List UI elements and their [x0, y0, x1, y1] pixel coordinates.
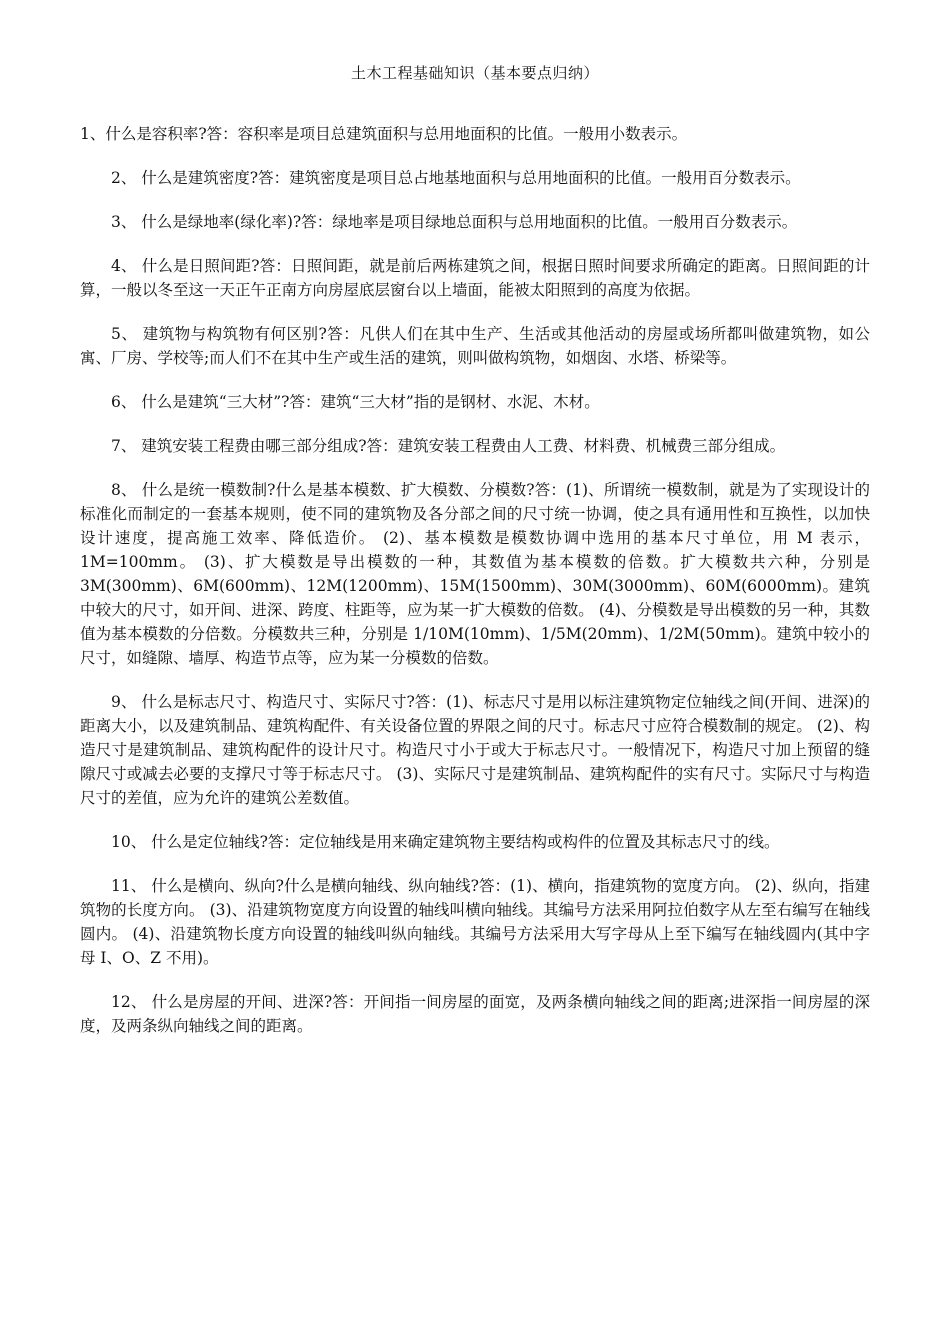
paragraph-6-three-materials: 6、 什么是建筑“三大材”?答：建筑“三大材”指的是钢材、水泥、木材。	[111, 393, 600, 411]
paragraph-10-axis-line: 10、 什么是定位轴线?答：定位轴线是用来确定建筑物主要结构或构件的位置及其标志尺寸的线。	[111, 833, 780, 851]
document-body	[80, 122, 870, 1058]
paragraph-12-bay-depth: 12、 什么是房屋的开间、进深?答：开间指一间房屋的面宽，及两条横向轴线之间的距离;进深指一间房屋的深度，及两条纵向轴线之间的距离。	[80, 993, 870, 1035]
paragraph-11-axis-directions: 11、 什么是横向、纵向?什么是横向轴线、纵向轴线?答：(1)、横向，指建筑物的宽度方向。 (2)、纵向，指建筑物的长度方向。 (3)、沿建筑物宽度方向设置的轴线叫横向轴线。其编号方法采用阿拉伯数字从左至右编写在轴线圆内。 (4)、沿建筑物长度方向设置的轴线叫纵向轴线。其编号方法采用大写字母从上至下编写在轴线圆内(其中字母 I、O、Z 不用)。	[80, 877, 870, 967]
paragraph-1-floor-area-ratio: 1、什么是容积率?答：容积率是项目总建筑面积与总用地面积的比值。一般用小数表示。	[80, 125, 688, 143]
paragraph-2-building-density: 2、 什么是建筑密度?答：建筑密度是项目总占地基地面积与总用地面积的比值。一般用百分数表示。	[111, 169, 801, 187]
paragraph-4-sunlight-spacing: 4、 什么是日照间距?答：日照间距，就是前后两栋建筑之间，根据日照时间要求所确定的距离。日照间距的计算，一般以冬至这一天正午正南方向房屋底层窗台以上墙面，能被太阳照到的高度为依据。	[80, 257, 870, 299]
paragraph-5-building-vs-structure: 5、 建筑物与构筑物有何区别?答：凡供人们在其中生产、生活或其他活动的房屋或场所都叫做建筑物，如公寓、厂房、学校等;而人们不在其中生产或生活的建筑，则叫做构筑物，如烟囱、水塔、桥梁等。	[80, 325, 870, 367]
paragraph-7-installation-cost: 7、 建筑安装工程费由哪三部分组成?答：建筑安装工程费由人工费、材料费、机械费三部分组成。	[111, 437, 786, 455]
paragraph-9-dimensions: 9、 什么是标志尺寸、构造尺寸、实际尺寸?答：(1)、标志尺寸是用以标注建筑物定位轴线之间(开间、进深)的距离大小，以及建筑制品、建筑构配件、有关设备位置的界限之间的尺寸。标志尺寸应符合模数制的规定。 (2)、构造尺寸是建筑制品、建筑构配件的设计尺寸。构造尺寸小于或大于标志尺寸。一般情况下，构造尺寸加上预留的缝隙尺寸或减去必要的支撑尺寸等于标志尺寸。 (3)、实际尺寸是建筑制品、建筑构配件的实有尺寸。实际尺寸与构造尺寸的差值，应为允许的建筑公差数值。	[80, 693, 870, 807]
paragraph-3-green-ratio: 3、 什么是绿地率(绿化率)?答：绿地率是项目绿地总面积与总用地面积的比值。一般用百分数表示。	[111, 213, 798, 231]
document-title: 土木工程基础知识（基本要点归纳）	[350, 64, 599, 82]
paragraph-8-modular-system: 8、 什么是统一模数制?什么是基本模数、扩大模数、分模数?答：(1)、所谓统一模数制，就是为了实现设计的标准化而制定的一套基本规则，使不同的建筑物及各分部之间的尺寸统一协调，使之具有通用性和互换性，以加快设计速度，提高施工效率、降低造价。 (2)、基本模数是模数协调中选用的基本尺寸单位，用 M 表示，1M=100mm。 (3)、扩大模数是导出模数的一种，其数值为基本模数的倍数。扩大模数共六种，分别是 3M(300mm)、6M(600mm)、12M(1200mm)、15M(1500mm)、30M(3000mm)、60M(6000mm)。建筑中较大的尺寸，如开间、进深、跨度、柱距等，应为某一扩大模数的倍数。 (4)、分模数是导出模数的另一种，其数值为基本模数的分倍数。分模数共三种，分别是 1/10M(10mm)、1/5M(20mm)、1/2M(50mm)。建筑中较小的尺寸，如缝隙、墙厚、构造节点等，应为某一分模数的倍数。	[80, 481, 870, 667]
